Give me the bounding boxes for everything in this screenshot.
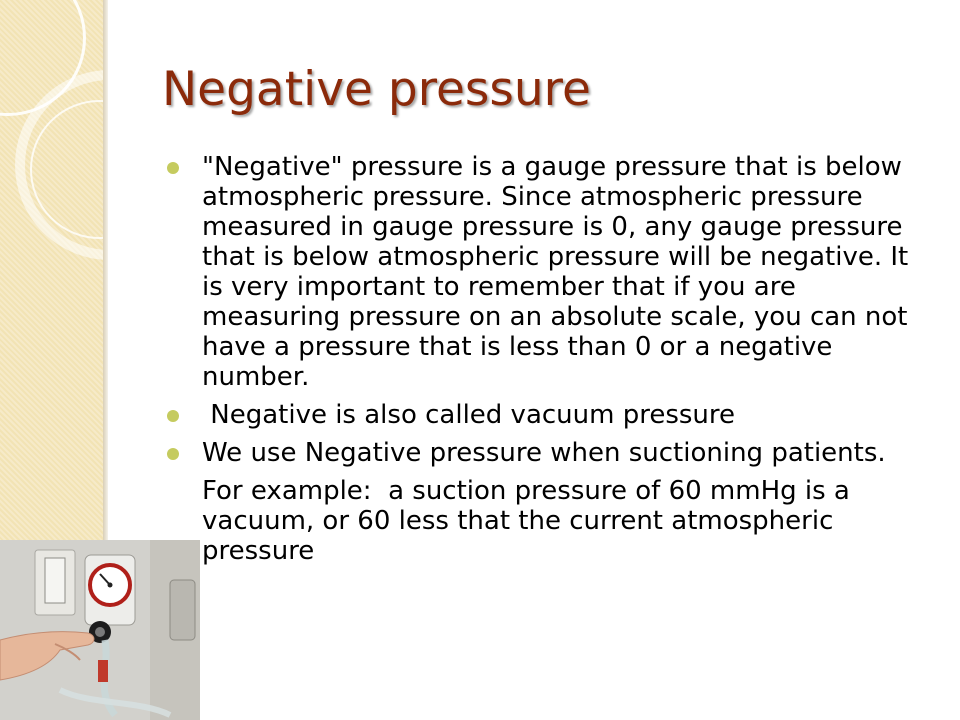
bullet-text: "Negative" pressure is a gauge pressure that is below atmospheric pressure. Since atmospheric pressure measured in gauge pressure is 0, any gauge pressure that is below atmospheric pressure will be negative. It is very important to remember that if you are measuring pressure on an absolute scale, you can not have a pressure that is less than 0 or a negative number. [202, 152, 909, 392]
bullet-list [165, 152, 925, 574]
bullet-text: Negative is also called vacuum pressure [202, 400, 736, 430]
photo-illustration [0, 540, 200, 720]
bullet-text: For example: a suction pressure of 60 mmHg is a vacuum, or 60 less that the current atmospheric pressure [202, 476, 859, 566]
bullet-item [165, 400, 925, 430]
bullet-marker [167, 410, 179, 422]
bullet-item [165, 152, 925, 392]
bullet-item [165, 438, 925, 468]
bullet-marker [167, 162, 179, 174]
bullet-item [165, 476, 925, 566]
slide-title: Negative pressure [162, 62, 591, 117]
bullet-text: We use Negative pressure when suctioning patients. [202, 438, 886, 468]
wall-suction-regulator-photo [0, 540, 200, 720]
bullet-marker [167, 448, 179, 460]
